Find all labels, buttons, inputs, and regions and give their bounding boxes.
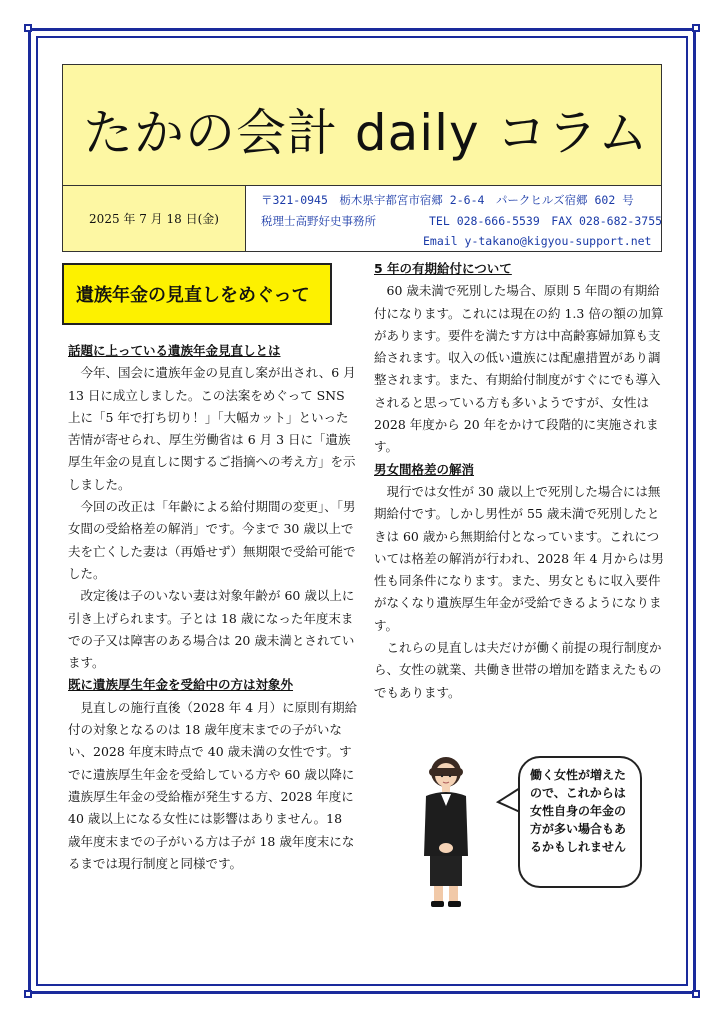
businesswoman-illustration bbox=[416, 756, 476, 911]
speech-bubble: 働く女性が増えたので、これからは女性自身の年金の方が多い場合もあるかもしれません bbox=[518, 756, 642, 888]
right-column bbox=[374, 258, 664, 704]
paragraph: 今回の改正は「年齢による給付期間の変更」、「男女間の受給格差の解消」です。今まで 30 歳以上で夫を亡くした妻は（再婚せず）無期限で受給可能でした。 bbox=[68, 499, 356, 581]
paragraph: 現行では女性が 30 歳以上で死別した場合には無期給付です。しかし男性が 55 歳未満で死別したときは 60 歳から無期給付となっています。これについては格差の解消が行われ、2028 年 4 月からは男性も同条件になります。また、男女ともに収入要件がなくなり遺族厚生年金が受給できるようになります。 bbox=[374, 483, 664, 633]
section-heading: 話題に上っている遺族年金見直しとは bbox=[68, 343, 281, 358]
newsletter-title: たかの会計 daily コラム bbox=[83, 104, 650, 162]
contact-block bbox=[247, 186, 661, 251]
tel-fax: TEL 028-666-5539 FAX 028-682-3755 bbox=[429, 214, 663, 228]
title-box bbox=[63, 65, 661, 186]
section-heading: 既に遺族厚生年金を受給中の方は対象外 bbox=[68, 677, 294, 693]
section-heading: 男女間格差の解消 bbox=[374, 461, 475, 477]
office-name: 税理士高野好史事務所 bbox=[261, 214, 376, 228]
section-heading: 5 年の有期給付について bbox=[374, 261, 512, 276]
issue-date: 2025 年 7 月 18 日(金) bbox=[63, 186, 246, 251]
email: Email y-takano@kigyou-support.net bbox=[423, 234, 652, 248]
newsletter-header bbox=[62, 64, 662, 252]
address: 〒321-0945 栃木県宇都宮市宿郷 2-6-4 パークヒルズ宿郷 602 号 bbox=[261, 193, 634, 207]
left-column bbox=[68, 340, 358, 875]
corner-ornament bbox=[692, 990, 700, 998]
paragraph: 60 歳未満で死別した場合、原則 5 年間の有期給付になります。これには現在の約 1.3 倍の額の加算があります。要件を満たす方は中高齢寡婦加算も支給されます。収入の低い遺族には配慮措置があり調整されます。また、有期給付制度がすぐにでも導入されると思っている方も多いようですが、女性は 2028 年度から 20 年をかけて段階的に実施されます。 bbox=[374, 283, 664, 455]
paragraph: これらの見直しは夫だけが働く前提の現行制度から、女性の就業、共働き世帯の増加を踏まえたものでもあります。 bbox=[374, 640, 662, 700]
corner-ornament bbox=[24, 24, 32, 32]
paragraph: 見直しの施行直後（2028 年 4 月）に原則有期給付の対象となるのは 18 歳年度末までの子がいない、2028 年度末時点で 40 歳未満の女性です。すでに遺族厚生年金を受給している方や 60 歳以降に遺族厚生年金の受給権が発生する方、2028 年度に 40 歳以上になる女性には影響はありません。18 歳年度末までの子がいる方は子が 18 歳年度末になるまでは現行制度と同様です。 bbox=[68, 699, 358, 871]
corner-ornament bbox=[692, 24, 700, 32]
paragraph: 今年、国会に遺族年金の見直し案が出され、6 月 13 日に成立しました。この法案をめぐって SNS 上に「5 年で打ち切り！」「大幅カット」といった苦情が寄せられ、厚生労働省は 6 月 3 日に「遺族厚生年金の見直しに関するご指摘への考え方」を示しました。 bbox=[68, 365, 356, 492]
corner-ornament bbox=[24, 990, 32, 998]
article-headline: 遺族年金の見直しをめぐって bbox=[62, 263, 332, 325]
paragraph: 改定後は子のいない妻は対象年齢が 60 歳以上に引き上げられます。子とは 18 歳になった年度末までの子又は障害のある場合は 20 歳未満とされています。 bbox=[68, 588, 355, 671]
